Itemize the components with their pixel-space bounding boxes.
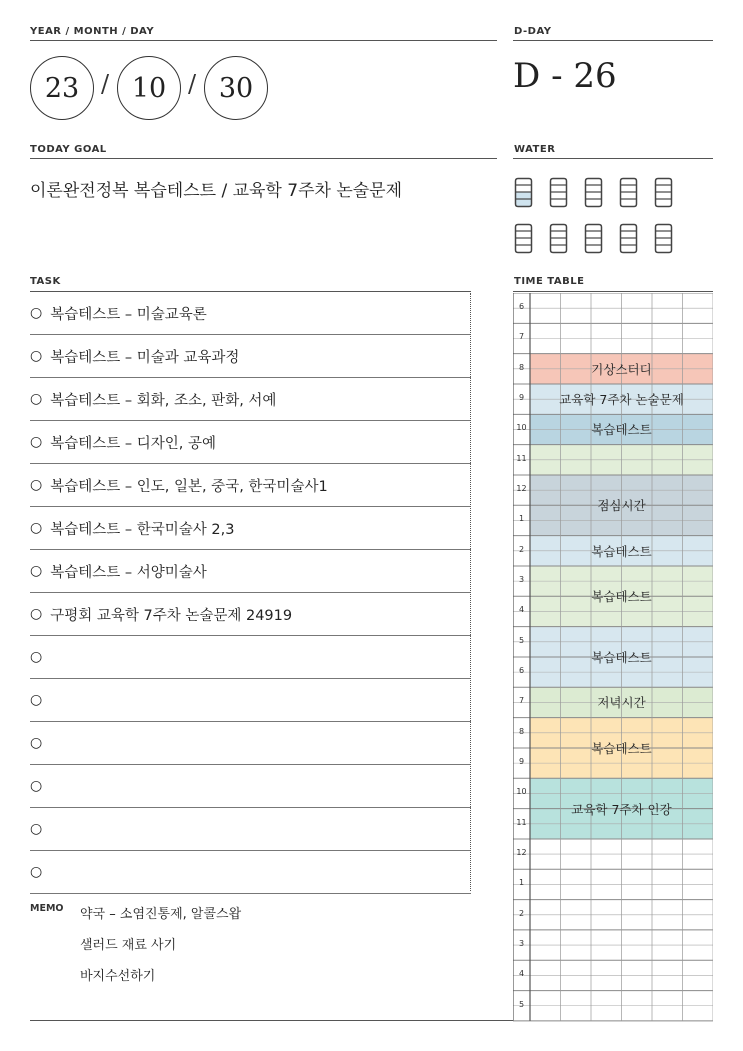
- date-separator: /: [188, 70, 197, 98]
- task-row[interactable]: [30, 636, 471, 679]
- date-label: YEAR / MONTH / DAY: [30, 26, 155, 37]
- task-checkbox-icon[interactable]: ○: [30, 520, 43, 536]
- timetable-hour: 2: [518, 908, 525, 918]
- water-glass-icon[interactable]: [514, 223, 533, 254]
- timetable-hour: 9: [518, 392, 525, 402]
- task-checkbox-icon[interactable]: ○: [30, 778, 43, 794]
- task-label: TASK: [30, 276, 61, 287]
- time-table: [513, 293, 713, 1021]
- memo-label: MEMO: [30, 903, 64, 914]
- water-rule: [513, 158, 713, 159]
- timetable-hour: 12: [516, 847, 527, 857]
- date-separator: /: [101, 70, 110, 98]
- water-glass-icon[interactable]: [549, 223, 568, 254]
- dday-label: D-DAY: [514, 26, 552, 37]
- timetable-hour: 10: [516, 423, 527, 433]
- timetable-event-label: 복습테스트: [591, 543, 652, 559]
- timetable-event-label: 교육학 7주차 논술문제: [559, 392, 684, 408]
- timetable-event-label: 기상스터디: [591, 361, 652, 377]
- task-row[interactable]: [30, 421, 471, 464]
- timetable-hour: 5: [518, 635, 525, 645]
- timetable-hour: 7: [518, 696, 525, 706]
- goal-rule: [30, 158, 497, 159]
- memo-line: 바지수선하기: [80, 969, 156, 984]
- timetable-hour: 4: [518, 969, 525, 979]
- task-row[interactable]: [30, 335, 471, 378]
- task-text: 복습테스트 – 회화, 조소, 판화, 서예: [50, 392, 277, 409]
- timetable-hour: 11: [516, 453, 527, 463]
- timetable-hour: 8: [518, 726, 525, 736]
- timetable-hour: 2: [518, 544, 525, 554]
- timetable-hour: 11: [516, 817, 527, 827]
- water-label: WATER: [514, 144, 556, 155]
- timetable-rule: [513, 291, 713, 292]
- task-text: 구평회 교육학 7주차 논술문제 24919: [50, 607, 293, 624]
- water-glass-icon[interactable]: [584, 223, 603, 254]
- task-checkbox-icon[interactable]: ○: [30, 735, 43, 751]
- timetable-event-label: 복습테스트: [591, 589, 652, 605]
- timetable-hour: 12: [516, 483, 527, 493]
- task-row[interactable]: [30, 550, 471, 593]
- task-row[interactable]: [30, 722, 471, 765]
- timetable-event-label: 교육학 7주차 인강: [571, 801, 672, 817]
- task-row[interactable]: [30, 464, 471, 507]
- goal-label: TODAY GOAL: [30, 144, 107, 155]
- timetable-hour: 1: [518, 878, 525, 888]
- timetable-hour: 10: [516, 787, 527, 797]
- timetable-hour: 1: [518, 514, 525, 524]
- water-glass-icon[interactable]: [549, 177, 568, 208]
- task-row[interactable]: [30, 593, 471, 636]
- timetable-label: TIME TABLE: [514, 276, 585, 287]
- task-checkbox-icon[interactable]: ○: [30, 348, 43, 364]
- timetable-hour: 6: [518, 302, 525, 311]
- task-row[interactable]: [30, 851, 471, 894]
- timetable-event-label: 복습테스트: [591, 422, 652, 438]
- task-row[interactable]: [30, 378, 471, 421]
- dday-rule: [513, 40, 713, 41]
- task-checkbox-icon[interactable]: ○: [30, 477, 43, 493]
- task-checkbox-icon[interactable]: ○: [30, 305, 43, 321]
- day-value: 30: [218, 72, 254, 104]
- task-text: 복습테스트 – 서양미술사: [50, 564, 207, 581]
- water-glass-icon[interactable]: [654, 223, 673, 254]
- timetable-hour: 9: [518, 756, 525, 766]
- day-circle: [204, 56, 268, 120]
- task-text: 복습테스트 – 인도, 일본, 중국, 한국미술사1: [50, 478, 328, 495]
- task-text: 복습테스트 – 디자인, 공예: [50, 435, 216, 452]
- timetable-hour: 8: [518, 362, 525, 372]
- memo-line: 샐러드 재료 사기: [80, 938, 177, 953]
- timetable-event-label: 복습테스트: [591, 740, 652, 756]
- water-glass-icon[interactable]: [619, 223, 638, 254]
- task-row[interactable]: [30, 292, 471, 335]
- timetable-hour: 3: [518, 938, 525, 948]
- timetable-hour: 3: [518, 574, 525, 584]
- task-row[interactable]: [30, 507, 471, 550]
- goal-text: 이론완전정복 복습테스트 / 교육학 7주차 논술문제: [30, 181, 403, 201]
- timetable-hour: 6: [518, 665, 525, 675]
- water-glass-icon[interactable]: [619, 177, 638, 208]
- task-checkbox-icon[interactable]: ○: [30, 692, 43, 708]
- timetable-event-label: 저녁시간: [597, 695, 646, 711]
- water-glass-icon[interactable]: [514, 177, 533, 208]
- task-text: 복습테스트 – 한국미술사 2,3: [50, 521, 235, 538]
- task-text: 복습테스트 – 미술교육론: [50, 306, 207, 323]
- year-circle: [30, 56, 94, 120]
- water-glass-icon[interactable]: [654, 177, 673, 208]
- task-checkbox-icon[interactable]: ○: [30, 391, 43, 407]
- task-checkbox-icon[interactable]: ○: [30, 606, 43, 622]
- task-text: 복습테스트 – 미술과 교육과정: [50, 349, 240, 366]
- task-row[interactable]: [30, 808, 471, 851]
- month-value: 10: [131, 72, 167, 104]
- task-checkbox-icon[interactable]: ○: [30, 821, 43, 837]
- bottom-rule-left: [30, 1020, 513, 1021]
- timetable-hour: 5: [518, 999, 525, 1009]
- timetable-event-label: 점심시간: [597, 498, 646, 514]
- task-checkbox-icon[interactable]: ○: [30, 864, 43, 880]
- timetable-hour: 7: [518, 332, 525, 342]
- task-row[interactable]: [30, 679, 471, 722]
- task-checkbox-icon[interactable]: ○: [30, 434, 43, 450]
- month-circle: [117, 56, 181, 120]
- dday-value: D - 26: [513, 56, 617, 96]
- task-checkbox-icon[interactable]: ○: [30, 563, 43, 579]
- water-glass-icon[interactable]: [584, 177, 603, 208]
- task-checkbox-icon[interactable]: ○: [30, 649, 43, 665]
- year-value: 23: [44, 72, 80, 104]
- task-divider: [470, 293, 471, 891]
- task-row[interactable]: [30, 765, 471, 808]
- date-rule: [30, 40, 497, 41]
- timetable-event-label: 복습테스트: [591, 649, 652, 665]
- memo-line: 약국 – 소염진통제, 알콜스왑: [80, 907, 242, 922]
- timetable-hour: 4: [518, 605, 525, 615]
